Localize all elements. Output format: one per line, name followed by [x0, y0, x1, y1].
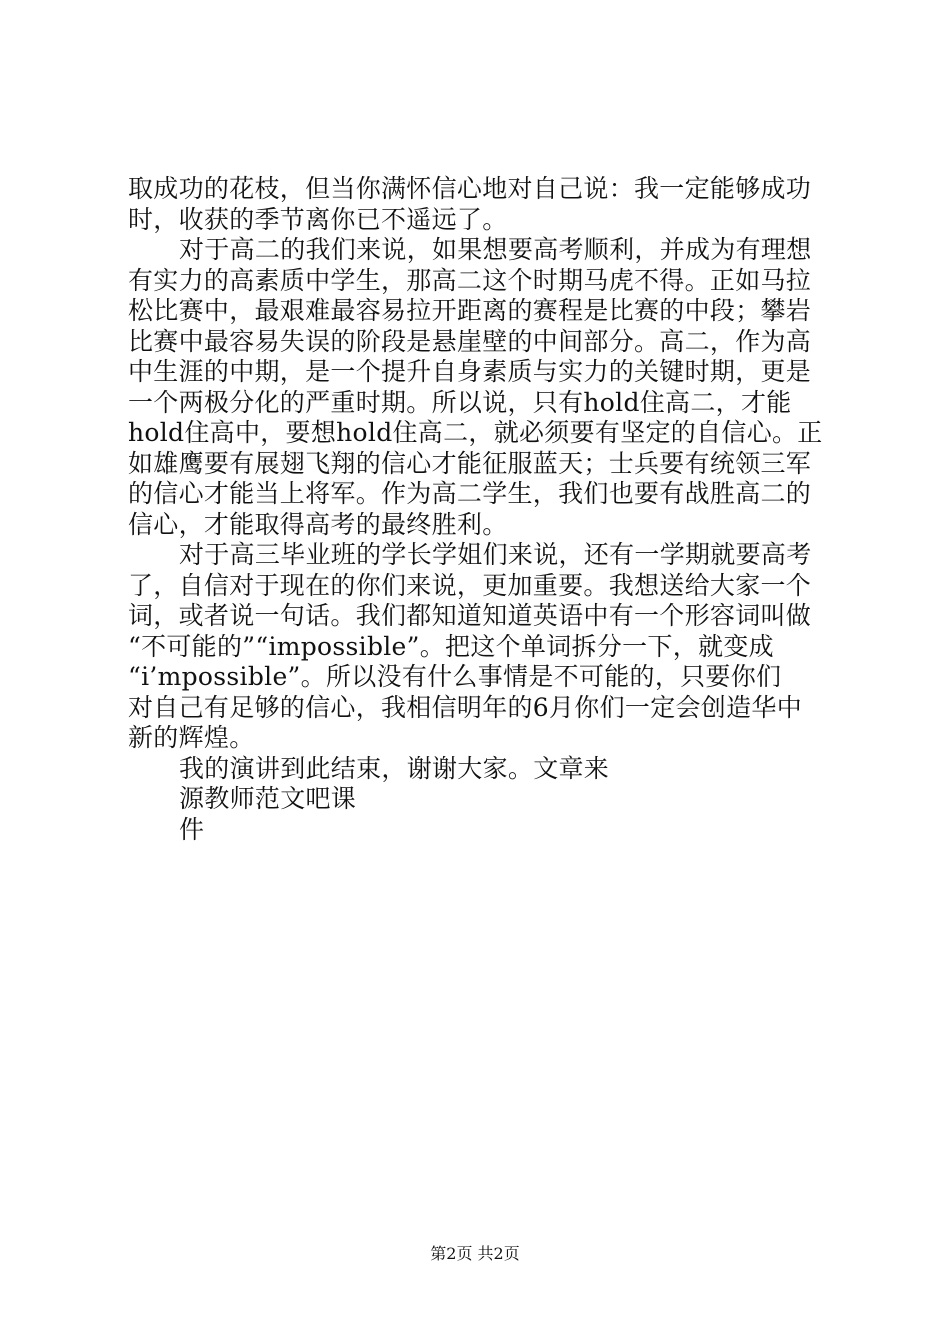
text-line: 我的演讲到此结束，谢谢大家。文章来	[179, 753, 610, 783]
text-line: 新的辉煌。	[128, 723, 255, 752]
text-line: 取成功的花枝，但当你满怀信心地对自己说：我一定能够成功	[128, 174, 812, 203]
text-line: 松比赛中，最艰难最容易拉开距离的赛程是比赛的中段；攀岩	[128, 296, 812, 325]
text-line: “i’mpossible”。所以没有什么事情是不可能的，只要你们	[128, 662, 782, 691]
text-line: 时，收获的季节离你已不遥远了。	[128, 204, 508, 234]
text-line: 如雄鹰要有展翅飞翔的信心才能征服蓝天；士兵要有统领三军	[128, 448, 812, 478]
text-line: 的信心才能当上将军。作为高二学生，我们也要有战胜高二的	[128, 479, 812, 508]
speech-body	[128, 174, 840, 845]
text-line: 对自己有足够的信心，我相信明年的6月你们一定会创造华中	[128, 692, 803, 722]
text-line: 件	[179, 814, 205, 844]
text-line: 有实力的高素质中学生，那高二这个时期马虎不得。正如马拉	[128, 265, 812, 295]
text-line: 对于高二的我们来说，如果想要高考顺利，并成为有理想	[179, 235, 812, 264]
text-line: hold住高中，要想hold住高二，就必须要有坚定的自信心。正	[128, 418, 823, 447]
text-line: 了，自信对于现在的你们来说，更加重要。我想送给大家一个	[128, 570, 812, 600]
text-line: 一个两极分化的严重时期。所以说，只有hold住高二，才能	[128, 387, 792, 417]
text-line: 词，或者说一句话。我们都知道知道英语中有一个形容词叫做	[128, 601, 812, 630]
text-line: “不可能的”“impossible”。把这个单词拆分一下，就变成	[128, 631, 774, 661]
text-line: 中生涯的中期，是一个提升自身素质与实力的关键时期，更是	[128, 357, 812, 386]
text-line: 对于高三毕业班的学长学姐们来说，还有一学期就要高考	[179, 540, 812, 569]
text-line: 信心，才能取得高考的最终胜利。	[128, 509, 508, 539]
text-line: 源教师范文吧课	[179, 784, 357, 813]
page-number-footer: 第2页 共2页	[430, 1244, 520, 1263]
text-line: 比赛中最容易失误的阶段是悬崖壁的中间部分。高二，作为高	[128, 326, 812, 356]
